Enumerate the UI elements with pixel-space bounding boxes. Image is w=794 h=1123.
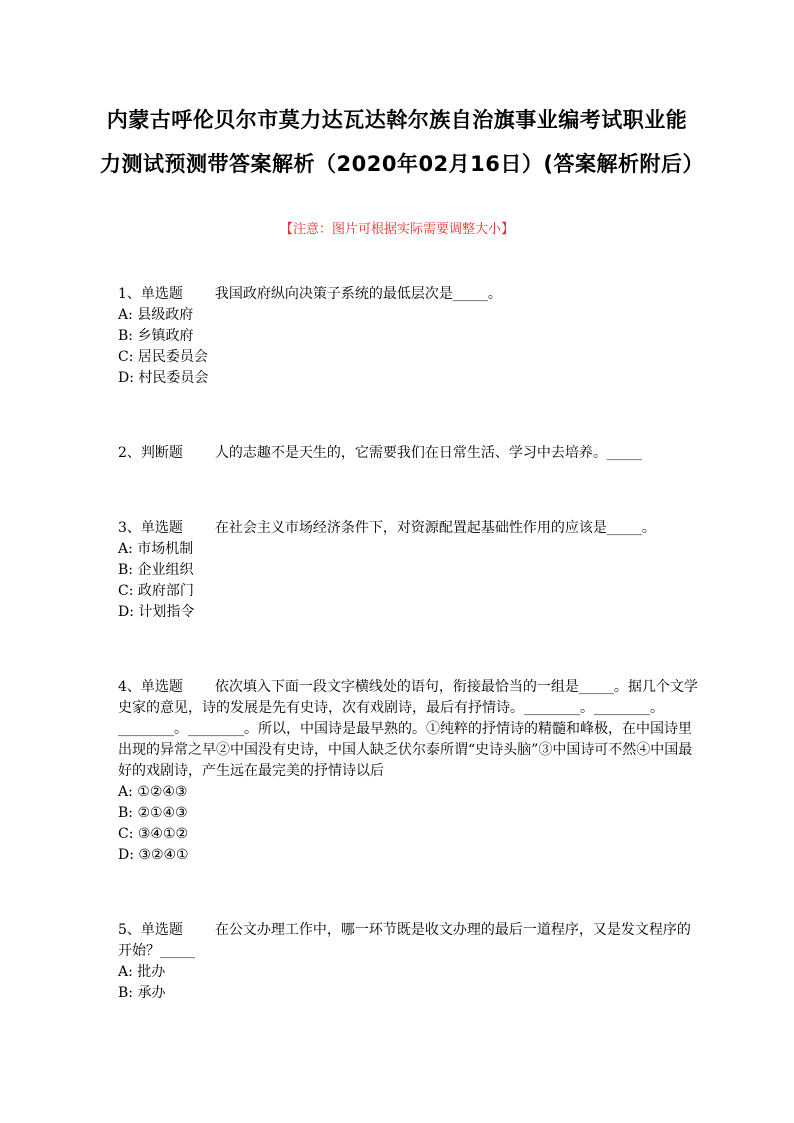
option-a: A: 批办 bbox=[118, 964, 166, 980]
option-a: A: ①②④③ bbox=[118, 784, 188, 800]
option-c: C: ③④①② bbox=[118, 826, 189, 842]
option-d: D: 计划指令 bbox=[118, 604, 195, 620]
question-text: 我国政府纵向决策子系统的最低层次是_____。 bbox=[214, 286, 502, 302]
question-text: 依次填入下面一段文字横线处的语句，衔接最恰当的一组是_____。据几个文学史家的意见，诗的发展是先有史诗，次有戏剧诗，最后有抒情诗。________。________。________。________。所以，中国诗是最早熟的。①纯粹的抒情诗的精髓和峰极，在中国诗里出现的异常之早②中国没有史诗，中国人缺乏伏尔泰所谓“史诗头脑”③中国诗可不然④中国最好的戏剧诗，产生远在最完美的抒情诗以后 bbox=[118, 679, 698, 779]
page-title: 内蒙古呼伦贝尔市莫力达瓦达斡尔族自治旗事业编考试职业能力测试预测带答案解析（2020年02月16日）(答案解析附后） bbox=[100, 108, 704, 176]
question-stem bbox=[118, 920, 698, 962]
question-stem bbox=[118, 518, 698, 539]
question-stem bbox=[118, 677, 698, 782]
question-number: 4、单选题 bbox=[118, 679, 183, 695]
question-text: 人的志趣不是天生的，它需要我们在日常生活、学习中去培养。_____ bbox=[214, 445, 642, 461]
question-number: 5、单选题 bbox=[118, 922, 183, 938]
question-number: 3、单选题 bbox=[118, 520, 183, 536]
option-b: B: ②①④③ bbox=[118, 805, 188, 821]
option-b: B: 乡镇政府 bbox=[118, 328, 194, 344]
option-a: A: 市场机制 bbox=[118, 541, 194, 557]
question-text: 在社会主义市场经济条件下，对资源配置起基础性作用的应该是_____。 bbox=[214, 520, 656, 536]
question-2 bbox=[118, 443, 698, 464]
question-stem bbox=[118, 284, 698, 305]
option-d: D: ③②④① bbox=[118, 847, 189, 863]
resize-notice: 【注意：图片可根据实际需要调整大小】 bbox=[279, 222, 514, 237]
question-3 bbox=[118, 518, 698, 623]
option-c: C: 居民委员会 bbox=[118, 349, 208, 365]
question-1 bbox=[118, 284, 698, 389]
option-d: D: 村民委员会 bbox=[118, 370, 209, 386]
question-4 bbox=[118, 677, 698, 866]
question-number: 2、判断题 bbox=[118, 445, 183, 461]
question-number: 1、单选题 bbox=[118, 286, 183, 302]
question-stem bbox=[118, 443, 698, 464]
option-c: C: 政府部门 bbox=[118, 583, 194, 599]
question-list bbox=[118, 284, 698, 1058]
question-5 bbox=[118, 920, 698, 1004]
question-text: 在公文办理工作中，哪一环节既是收文办理的最后一道程序，又是发文程序的开始？_____ bbox=[118, 922, 691, 959]
option-b: B: 承办 bbox=[118, 985, 166, 1001]
option-a: A: 县级政府 bbox=[118, 307, 194, 323]
option-b: B: 企业组织 bbox=[118, 562, 194, 578]
